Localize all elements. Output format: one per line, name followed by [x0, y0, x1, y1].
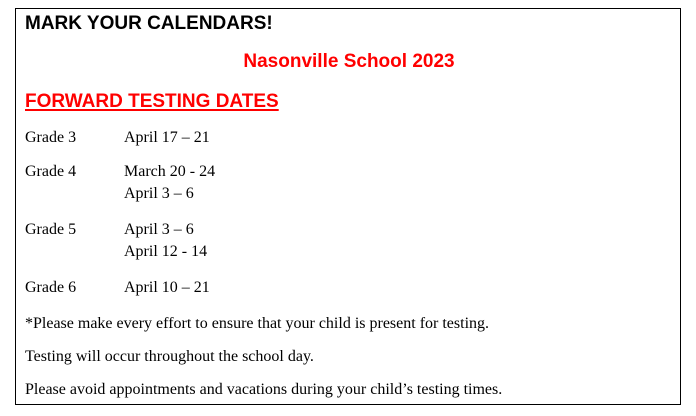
- testing-dates-heading: FORWARD TESTING DATES: [25, 91, 279, 112]
- grade-6-label: Grade 6: [25, 279, 77, 296]
- appointments-note: Please avoid appointments and vacations during your child’s testing times.: [25, 381, 503, 398]
- schedule-note: Testing will occur throughout the school day.: [25, 348, 314, 365]
- grade-4-label: Grade 4: [25, 163, 77, 180]
- notice-title: MARK YOUR CALENDARS!: [25, 13, 273, 34]
- grade-6-date-1: April 10 – 21: [124, 279, 210, 296]
- grade-6-dates: [124, 277, 210, 299]
- grade-5-date-1: April 3 – 6: [124, 221, 194, 238]
- grade-5-dates: [124, 219, 207, 263]
- grade-3-date-1: April 17 – 21: [124, 129, 210, 146]
- grade-5-date-2: April 12 - 14: [124, 243, 208, 260]
- attendance-note: *Please make every effort to ensure that your child is present for testing.: [25, 315, 490, 332]
- grade-3-dates: [124, 127, 210, 149]
- grade-4-date-1: March 20 - 24: [124, 163, 216, 180]
- grade-3-label: Grade 3: [25, 129, 77, 146]
- grade-4-dates: [124, 161, 215, 205]
- grade-4-date-2: April 3 – 6: [124, 185, 194, 202]
- grade-5-label: Grade 5: [25, 221, 77, 238]
- testing-dates-notice: [15, 8, 681, 405]
- school-year-subtitle: Nasonville School 2023: [243, 51, 455, 72]
